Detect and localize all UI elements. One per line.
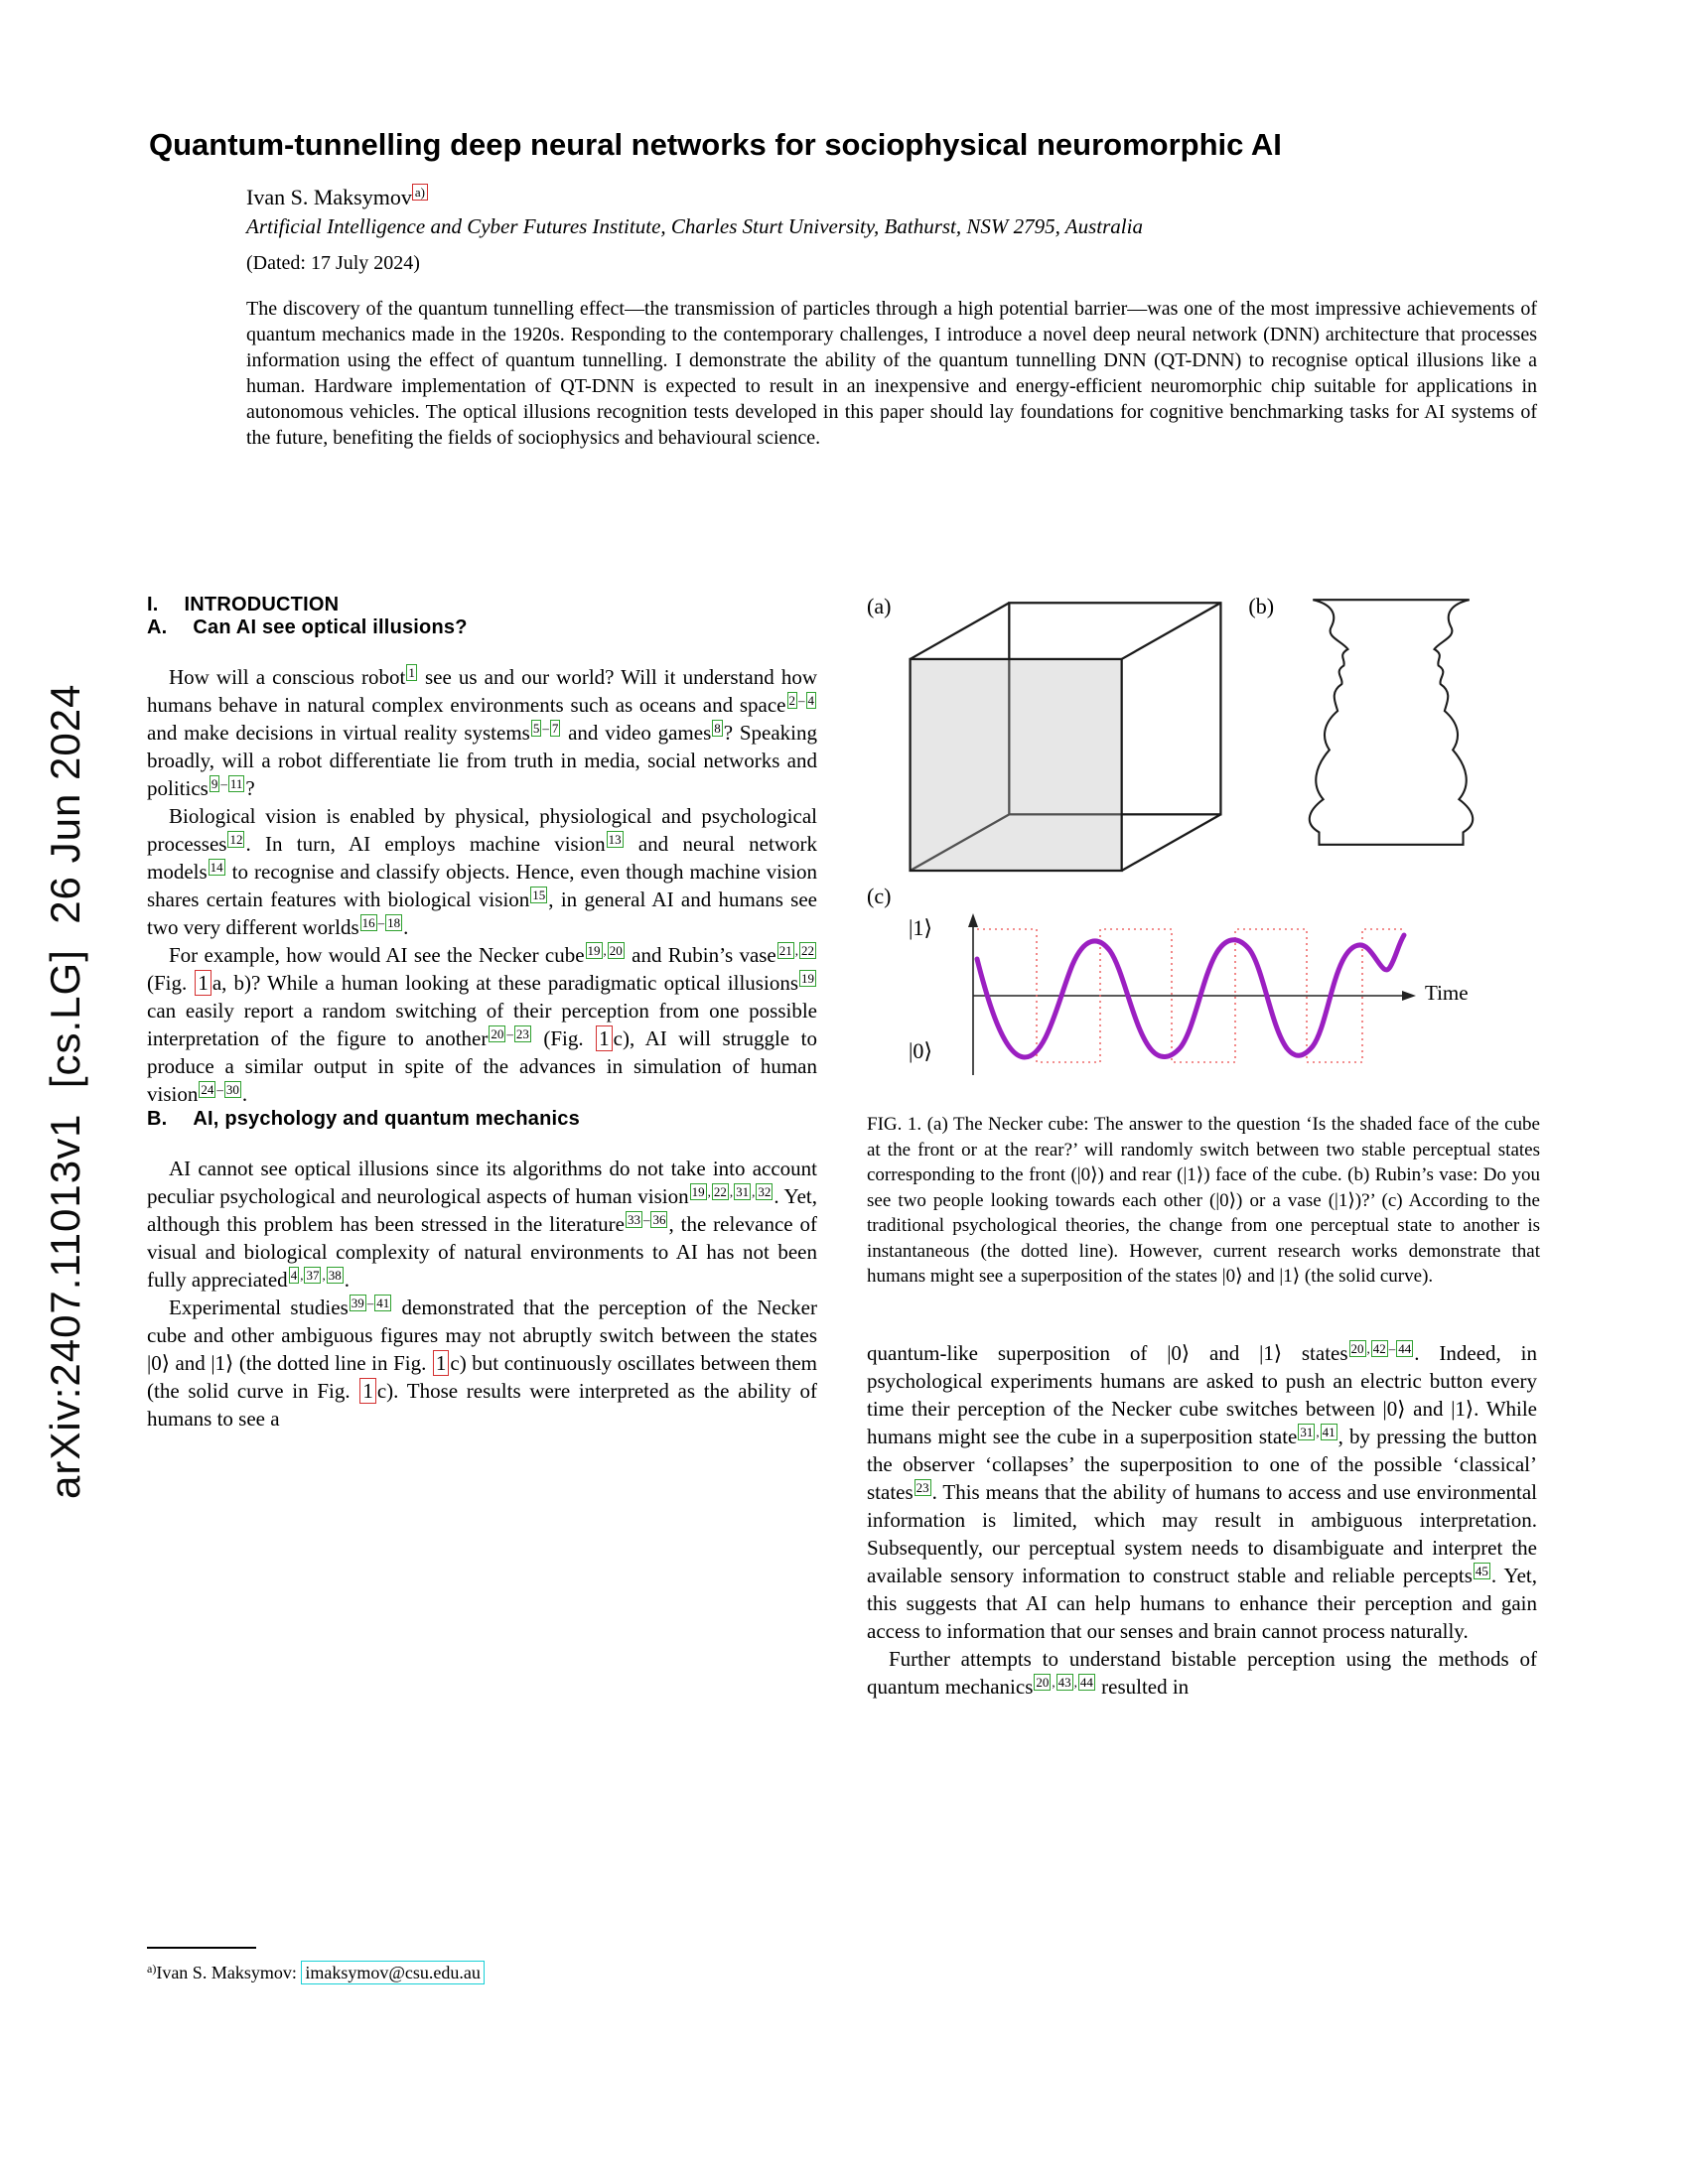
citation-separator: , [322, 1268, 326, 1283]
citation-separator: , [1316, 1424, 1320, 1439]
text-run: ? Speaking broadly, will a robot differentiate lie from truth in media, social networks and politics [147, 721, 818, 800]
text-run: to recognise and classify objects. Hence, even though machine vision shares certain features with biological vision [147, 860, 817, 911]
figure-row-top [867, 594, 1540, 878]
citation-link[interactable]: 11 [229, 776, 243, 791]
text-run: How will a conscious robot [169, 665, 406, 689]
text-run: . [403, 915, 409, 939]
citation-link[interactable]: 7 [551, 721, 559, 736]
text-run: resulted in [1095, 1674, 1190, 1699]
citation-link[interactable]: 37 [306, 1268, 320, 1283]
footnote-block [147, 1947, 817, 1983]
text-run: c), AI will struggle to produce a similar output in spite of the advances in simulation of human vision [147, 1026, 817, 1106]
rubins-vase-figure [1278, 594, 1504, 851]
affiliation: Artificial Intelligence and Cyber Futures Institute, Charles Sturt University, Bathurst, NSW 2795, Australia [246, 214, 1143, 238]
citation-link[interactable]: 22 [713, 1184, 727, 1199]
body-columns [147, 594, 1540, 1983]
text-run: and neural network models [147, 832, 817, 884]
citation-separator: , [1052, 1674, 1055, 1690]
citation-link[interactable]: 38 [328, 1268, 342, 1283]
citation-link[interactable]: 23 [915, 1479, 929, 1495]
citation-separator: , [752, 1184, 756, 1199]
citation-link[interactable]: 19 [691, 1184, 705, 1199]
text-run: and make decisions in virtual reality systems [147, 721, 530, 745]
citation-separator: – [642, 1212, 650, 1227]
text-run: , by pressing the button the observer ‘collapses’ the superposition to one of the possible ‘classical’ states [867, 1424, 1537, 1504]
figure-link[interactable]: 1 [433, 1350, 450, 1376]
perception-plot [867, 911, 1522, 1092]
date-line: (Dated: 17 July 2024) [246, 252, 420, 274]
paper-title: Quantum-tunnelling deep neural networks for sociophysical neuromorphic AI [149, 127, 1282, 162]
citation-separator: – [377, 915, 385, 930]
citation-link[interactable]: 16 [361, 915, 375, 930]
text-run: c) but continuously oscillates between them (the solid curve in Fig. [147, 1351, 817, 1403]
citation-link[interactable]: 8 [714, 721, 721, 736]
text-run: AI cannot see optical illusions since its algorithms do not take into account peculiar psychological and neurological aspects of human vision [147, 1157, 817, 1208]
time-axis-label: Time [1425, 981, 1469, 1005]
text-run: Experimental studies [169, 1296, 349, 1319]
footnote-rule [147, 1947, 256, 1949]
citation-link[interactable]: 44 [1079, 1674, 1093, 1690]
citation-link[interactable]: 31 [736, 1184, 750, 1199]
citation-link[interactable]: 44 [1398, 1340, 1412, 1356]
author-name: Ivan S. Maksymov [246, 185, 412, 209]
author-note-link[interactable]: a) [412, 184, 428, 201]
subsection-heading-a: A. Can AI see optical illusions? [147, 616, 468, 638]
plot-canvas [961, 911, 1428, 1080]
email-link[interactable]: imaksymov@csu.edu.au [301, 1961, 485, 1984]
figure-link[interactable]: 1 [359, 1378, 376, 1404]
citation-link[interactable]: 31 [1300, 1424, 1314, 1439]
citation-link[interactable]: 4 [290, 1268, 298, 1283]
figure-caption: FIG. 1. (a) The Necker cube: The answer to the question ‘Is the shaded face of the cube at the front or at the rear?’ will randomly switch between two stable perceptual states corresponding to the front (|0⟩) and rear (|1⟩) face of the cube. (b) Rubin’s vase: Do you see two people looking towards each other (|0⟩) or a vase (|1⟩)?’ (c) According to the traditional psychological theories, the change from one perceptual state to another is instantaneous (the dotted line). However, current research works demonstrate that humans might see a superposition of the states |0⟩ and |1⟩ (the solid curve). [867, 1114, 1540, 1287]
left-column [147, 594, 817, 1983]
text-run: ? [245, 776, 255, 800]
citation-link[interactable]: 30 [225, 1082, 239, 1097]
footnote-text: Ivan S. Maksymov: [156, 1963, 302, 1982]
citation-link[interactable]: 20 [609, 943, 623, 958]
citation-link[interactable]: 21 [778, 943, 792, 958]
figure-1 [867, 594, 1540, 1290]
text-run: see us and our world? Will it understand how humans behave in natural complex environments such as oceans and space [147, 665, 817, 717]
citation-link[interactable]: 43 [1057, 1674, 1071, 1690]
text-run: demonstrated that the perception of the Necker cube and other ambiguous figures may not abruptly switch between the states |0⟩ and |1⟩ (the dotted line in Fig. [147, 1296, 818, 1375]
ket-one-label: |1⟩ [909, 915, 932, 940]
text-run: (Fig. [147, 971, 195, 995]
citation-link[interactable]: 15 [532, 887, 546, 902]
text-run: , in general AI and humans see two very different worlds [147, 887, 817, 939]
panel-c-label: (c) [867, 884, 892, 908]
citation-separator: , [1366, 1340, 1370, 1356]
text-run: Biological vision is enabled by physical, physiological and psychological processes [147, 804, 817, 856]
citation-link[interactable]: 36 [652, 1212, 666, 1227]
text-run: . This means that the ability of humans to access and use environmental information is limited, which may result in ambiguous interpretation. Subsequently, our perceptual system needs to disambiguate and interpret the available sensory information to construct stable and reliable percepts [867, 1479, 1537, 1587]
panel-b-label: (b) [1248, 594, 1275, 618]
arxiv-stamp: arXiv:2407.11013v1 [cs.LG] 26 Jun 2024 [42, 683, 88, 1499]
paragraph [867, 1645, 1537, 1701]
citation-separator: – [506, 1026, 513, 1041]
text-run: and video games [561, 721, 712, 745]
text-run: . Yet, although this problem has been stressed in the literature [147, 1184, 817, 1236]
citation-link[interactable]: 9 [211, 776, 218, 791]
text-run: Further attempts to understand bistable perception using the methods of quantum mechanics [867, 1646, 1537, 1699]
vase-outline [1310, 600, 1473, 845]
citation-link[interactable]: 39 [351, 1296, 364, 1310]
cube-front-face-shaded [911, 659, 1122, 871]
text-run: . [241, 1082, 248, 1106]
y-axis-arrow [968, 913, 978, 927]
citation-separator: – [798, 693, 805, 708]
citation-separator: – [220, 776, 227, 791]
figure-link[interactable]: 1 [596, 1025, 613, 1051]
citation-link[interactable]: 20 [1350, 1340, 1364, 1356]
citation-link[interactable]: 13 [608, 832, 622, 847]
citation-link[interactable]: 24 [201, 1082, 214, 1097]
citation-link[interactable]: 41 [1322, 1424, 1336, 1439]
citation-link[interactable]: 18 [387, 915, 401, 930]
citation-link[interactable]: 20 [1036, 1674, 1050, 1690]
citation-separator: – [1388, 1340, 1396, 1356]
citation-separator: , [300, 1268, 304, 1283]
citation-link[interactable]: 1 [408, 665, 415, 680]
citation-link[interactable]: 20 [491, 1026, 504, 1041]
text-run: (Fig. [531, 1026, 596, 1050]
paragraph [147, 941, 817, 1108]
text-run: For example, how would AI see the Necker cube [169, 943, 585, 967]
paragraph [147, 802, 817, 941]
citation-link[interactable]: 2 [788, 693, 795, 708]
paragraph [147, 663, 817, 802]
citation-link[interactable]: 32 [758, 1184, 772, 1199]
text-run: , the relevance of visual and biological complexity of natural environments to AI has not been fully appreciated [147, 1212, 817, 1292]
text-run: . In turn, AI employs machine vision [245, 832, 606, 856]
text-run: . [344, 1268, 350, 1292]
citation-separator: , [603, 943, 607, 958]
citation-link[interactable]: 33 [627, 1212, 640, 1227]
figure-link[interactable]: 1 [195, 970, 211, 996]
necker-cube-figure [897, 594, 1234, 878]
section-heading-introduction: I. INTRODUCTION [147, 594, 340, 615]
citation-link[interactable]: 12 [229, 832, 243, 847]
text-run: can easily report a random switching of their perception from one possible interpretation of the figure to another [147, 999, 817, 1050]
citation-link[interactable]: 4 [807, 693, 814, 708]
text-run: a, b)? While a human looking at these paradigmatic optical illusions [211, 971, 798, 995]
text-run: quantum-like superposition of |0⟩ and |1⟩ states [867, 1340, 1348, 1365]
figure-row-bottom [867, 884, 1540, 1092]
abstract: The discovery of the quantum tunnelling effect—the transmission of particles through a high potential barrier—was one of the most impressive achievements of quantum mechanics made in the 1920s. Responding to the contemporary challenges, I introduce a novel deep neural network (DNN) architecture that processes information using the effect of quantum tunnelling. I demonstrate the ability of the quantum tunnelling DNN (QT-DNN) to recognise optical illusions like a human. Hardware implementation of QT-DNN is expected to result in an inexpensive and energy-efficient neuromorphic chip suitable for applications in autonomous vehicles. The optical illusions recognition tests developed in this paper should lay foundations for cognitive benchmarking tasks for AI systems of the future, benefiting the fields of sociophysics and behavioural science. [246, 298, 1537, 449]
right-column [867, 594, 1540, 1983]
citation-separator: , [729, 1184, 734, 1199]
panel-a-label: (a) [867, 594, 892, 618]
citation-separator: – [542, 721, 549, 736]
citation-link[interactable]: 23 [515, 1026, 529, 1041]
x-axis-arrow [1402, 991, 1416, 1001]
citation-separator: , [1073, 1674, 1077, 1690]
paragraph [147, 1294, 817, 1433]
text-run: and Rubin’s vase [625, 943, 776, 967]
byline [246, 185, 428, 210]
citation-link[interactable]: 19 [587, 943, 601, 958]
text-run: c). Those results were interpreted as the ability of humans to see a [147, 1379, 817, 1431]
paragraph [147, 1155, 817, 1294]
citation-separator: – [216, 1082, 223, 1097]
citation-link[interactable]: 42 [1372, 1340, 1386, 1356]
paragraph [867, 1339, 1537, 1645]
citation-link[interactable]: 19 [801, 971, 814, 986]
footnote [147, 1963, 817, 1983]
text-run: . Yet, this suggests that AI can help humans to enhance their perception and gain access to information that our senses and brain cannot process naturally. [867, 1563, 1537, 1643]
citation-link[interactable]: 14 [210, 860, 223, 875]
citation-link[interactable]: 22 [801, 943, 815, 958]
citation-link[interactable]: 45 [1475, 1563, 1488, 1578]
citation-link[interactable]: 5 [532, 721, 540, 736]
subsection-heading-b: B. AI, psychology and quantum mechanics [147, 1108, 580, 1130]
ket-zero-label: |0⟩ [909, 1038, 932, 1063]
citation-separator: , [707, 1184, 711, 1199]
footnote-marker: a) [147, 1962, 157, 1976]
citation-separator: – [366, 1296, 374, 1310]
text-run: . Indeed, in psychological experiments humans are asked to push an electric button every time their perception of the Necker cube switches between |0⟩ and |1⟩. While humans might see the cube in a superposition state [867, 1340, 1537, 1448]
citation-separator: , [794, 943, 799, 958]
citation-link[interactable]: 41 [376, 1296, 390, 1310]
